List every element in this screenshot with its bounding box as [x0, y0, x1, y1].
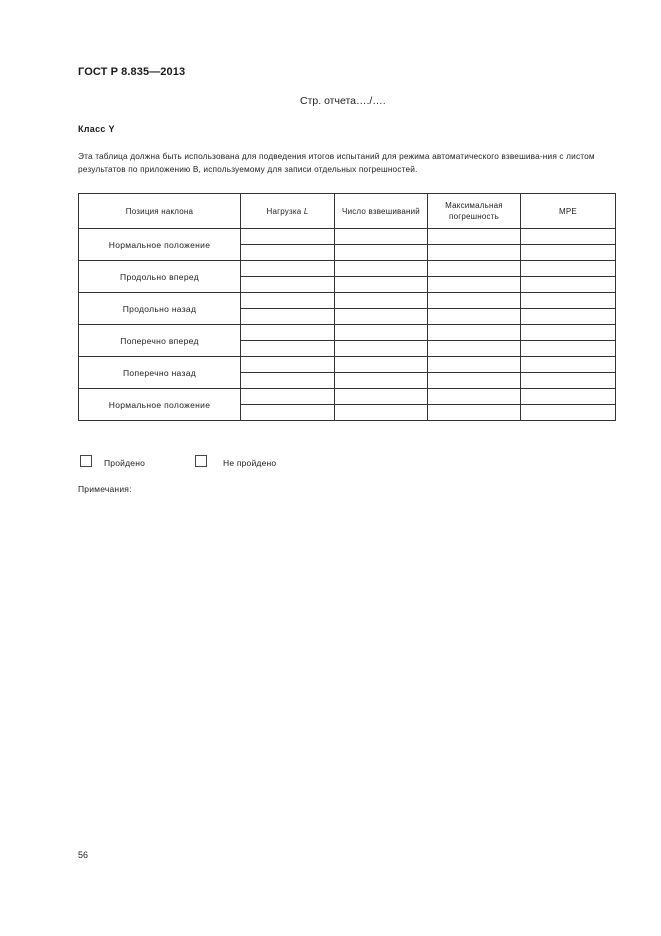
max-error-cell[interactable]: [428, 405, 521, 421]
mpe-cell[interactable]: [521, 293, 616, 309]
load-cell[interactable]: [241, 229, 335, 245]
mpe-cell[interactable]: [521, 389, 616, 405]
table-row: [79, 357, 616, 373]
failed-label: Не пройдено: [223, 458, 277, 468]
column-header-position: Позиция наклона: [79, 194, 241, 229]
column-header-weighings: Число взвешиваний: [335, 194, 428, 229]
class-label: Класс Y: [78, 124, 115, 134]
load-cell[interactable]: [241, 261, 335, 277]
weighings-cell[interactable]: [335, 309, 428, 325]
document-number: ГОСТ Р 8.835—2013: [78, 66, 186, 78]
tilt-position-cell: Продольно назад: [79, 293, 241, 325]
weighings-cell[interactable]: [335, 293, 428, 309]
max-error-cell[interactable]: [428, 229, 521, 245]
mpe-cell[interactable]: [521, 261, 616, 277]
table-row: [79, 229, 616, 245]
mpe-cell[interactable]: [521, 357, 616, 373]
max-error-cell[interactable]: [428, 309, 521, 325]
intro-paragraph: Эта таблица должна быть использована для подведения итогов испытаний для режима автоматического взвешива-ния с листом результатов по приложению В, используемому для записи отдельных погрешностей.: [78, 151, 595, 174]
load-cell[interactable]: [241, 389, 335, 405]
max-error-cell[interactable]: [428, 373, 521, 389]
passed-label: Пройдено: [104, 458, 146, 468]
max-error-cell[interactable]: [428, 389, 521, 405]
max-error-cell[interactable]: [428, 277, 521, 293]
notes-label: Примечания:: [78, 484, 132, 494]
max-error-cell[interactable]: [428, 341, 521, 357]
weighings-cell[interactable]: [335, 245, 428, 261]
weighings-cell[interactable]: [335, 229, 428, 245]
mpe-cell[interactable]: [521, 405, 616, 421]
weighings-cell[interactable]: [335, 357, 428, 373]
mpe-cell[interactable]: [521, 229, 616, 245]
table-header-row: [79, 194, 616, 229]
mpe-cell[interactable]: [521, 245, 616, 261]
load-cell[interactable]: [241, 405, 335, 421]
mpe-cell[interactable]: [521, 341, 616, 357]
load-cell[interactable]: [241, 325, 335, 341]
tilt-position-cell: Поперечно назад: [79, 357, 241, 389]
column-header-max-error: Максимальная погрешность: [428, 194, 521, 229]
report-page-field: Стр. отчета…./….: [300, 95, 386, 107]
max-error-cell[interactable]: [428, 245, 521, 261]
table-row: [79, 389, 616, 405]
max-error-cell[interactable]: [428, 325, 521, 341]
weighings-cell[interactable]: [335, 373, 428, 389]
load-cell[interactable]: [241, 293, 335, 309]
page-number: 56: [78, 850, 89, 860]
tilt-position-cell: Нормальное положение: [79, 389, 241, 421]
max-error-cell[interactable]: [428, 293, 521, 309]
max-error-cell[interactable]: [428, 357, 521, 373]
load-cell[interactable]: [241, 277, 335, 293]
mpe-cell[interactable]: [521, 309, 616, 325]
load-cell[interactable]: [241, 245, 335, 261]
passed-checkbox[interactable]: [80, 455, 92, 467]
mpe-cell[interactable]: [521, 325, 616, 341]
tilt-position-cell: Продольно вперед: [79, 261, 241, 293]
load-cell[interactable]: [241, 309, 335, 325]
mpe-cell[interactable]: [521, 373, 616, 389]
results-table: [78, 193, 616, 421]
weighings-cell[interactable]: [335, 325, 428, 341]
weighings-cell[interactable]: [335, 405, 428, 421]
load-cell[interactable]: [241, 357, 335, 373]
load-cell[interactable]: [241, 373, 335, 389]
column-header-load: Нагрузка L: [241, 194, 335, 229]
weighings-cell[interactable]: [335, 261, 428, 277]
failed-checkbox[interactable]: [195, 455, 207, 467]
table-row: [79, 325, 616, 341]
table-row: [79, 293, 616, 309]
table-row: [79, 261, 616, 277]
column-header-mpe: MPE: [521, 194, 616, 229]
weighings-cell[interactable]: [335, 341, 428, 357]
tilt-position-cell: Поперечно вперед: [79, 325, 241, 357]
load-cell[interactable]: [241, 341, 335, 357]
mpe-cell[interactable]: [521, 277, 616, 293]
weighings-cell[interactable]: [335, 277, 428, 293]
tilt-position-cell: Нормальное положение: [79, 229, 241, 261]
max-error-cell[interactable]: [428, 261, 521, 277]
weighings-cell[interactable]: [335, 389, 428, 405]
